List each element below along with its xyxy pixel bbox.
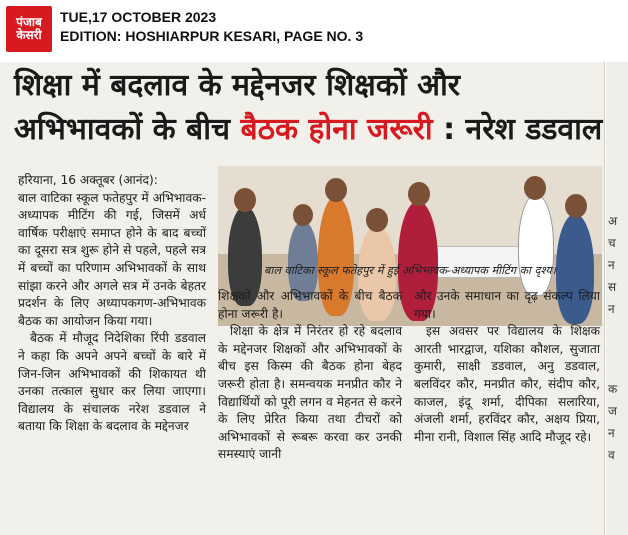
adjacent-article-fragment xyxy=(606,62,628,535)
headline-line-2-suffix: : नरेश डडवाल xyxy=(432,112,603,147)
dateline: हरियाना, 16 अक्तूबर (आनंद): xyxy=(18,173,158,187)
headline-highlight: बैठक होना जरूरी xyxy=(240,112,433,147)
headline-line-2-prefix: अभिभावकों के बीच xyxy=(14,112,241,147)
news-clipping xyxy=(0,62,605,535)
article-column-3 xyxy=(414,288,600,446)
col2-paragraph-1: शिक्षकों और अभिभावकों के बीच बैठक होना जरूरी है। xyxy=(218,289,402,321)
side-fragment: न xyxy=(608,426,615,440)
edition-page: EDITION: HOSHIARPUR KESARI, PAGE NO. 3 xyxy=(60,28,364,44)
col3-paragraph-1: और उनके समाधान का दृढ़ संकल्प लिया गया। xyxy=(414,289,600,321)
col1-paragraph-2: बैठक में मौजूद निदेशिका रिंपी डडवाल ने कहा कि अपने अपने बच्चों के बारे में जिन-जिन अभिभावकों की शिकायत थी उनका तत्काल सुधार कर लिया जाएगा। विद्यालय के संचालक नरेश डडवाल ने बताया कि शिक्षा के बदलाव के मद्देनजर xyxy=(18,331,206,434)
col1-paragraph-1: बाल वाटिका स्कूल फतेहपुर में अभिभावक-अध्यापक मीटिंग की गई, जिसमें अर्ध वार्षिक परीक्षाएं समाप्त होने के बाद बच्चों का दूसरा सत्र शुरू होने से पहले, पहले सत्र में बच्चों का परिणाम अभिभावकों के साथ सांझा करने और अगले सत्र में उनके बेहतर प्रदर्शन के लिए अध्यापकगण-अभिभावक बैठक का आयोजन किया गया। xyxy=(18,190,206,328)
edition-date: TUE,17 OCTOBER 2023 xyxy=(60,9,217,25)
side-fragment: स xyxy=(608,280,617,294)
masthead xyxy=(0,0,628,60)
side-fragment: क xyxy=(608,382,618,396)
side-fragment: न xyxy=(608,302,615,316)
logo-line-2: केसरी xyxy=(16,28,42,42)
logo-line-1: पंजाब xyxy=(16,14,42,29)
photo-caption: बाल वाटिका स्कूल फतेहपुर में हुई अभिभावक-अध्यापक मीटिंग का दृश्य। xyxy=(264,264,556,277)
side-fragment: ज xyxy=(608,404,617,418)
side-fragment: अ xyxy=(608,214,618,228)
article-headline xyxy=(14,64,604,152)
headline-line-2 xyxy=(14,108,604,152)
headline-line-1: शिक्षा में बदलाव के मद्देनजर शिक्षकों और xyxy=(14,68,461,103)
punjab-kesari-logo xyxy=(6,6,52,52)
article-column-2 xyxy=(218,288,402,464)
side-fragment: व xyxy=(608,448,615,462)
side-fragment: न xyxy=(608,258,615,272)
edition-info xyxy=(60,8,363,46)
side-fragment: च xyxy=(608,236,616,250)
col2-paragraph-2: शिक्षा के क्षेत्र में निरंतर हो रहे बदलाव के मद्देनजर शिक्षकों और अभिभावकों के बीच इस किस्म की बैठक होना बेहद जरूरी होता है। समन्वयक मनप्रीत कौर ने विद्यार्थियों को पूरी लगन व मेहनत से करने के लिए प्रेरित किया तथा टीचरों को अभिभावकों से रूबरू करवा कर उनकी समस्याएं जानी xyxy=(218,324,402,462)
col3-paragraph-2: इस अवसर पर विद्यालय के शिक्षक आरती भारद्वाज, यशिका कौशल, सुजाता कुमारी, साक्षी डडवाल, अनु डडवाल, बलविंदर कौर, मनप्रीत कौर, संदीप कौर, काजल, इंदू शर्मा, दीपिका सलारिया, अंजली शर्मा, हरविंदर कौर, अक्षय प्रिया, मीना रानी, विशाल सिंह आदि मौजूद रहे। xyxy=(414,324,600,444)
article-column-1 xyxy=(18,172,206,436)
